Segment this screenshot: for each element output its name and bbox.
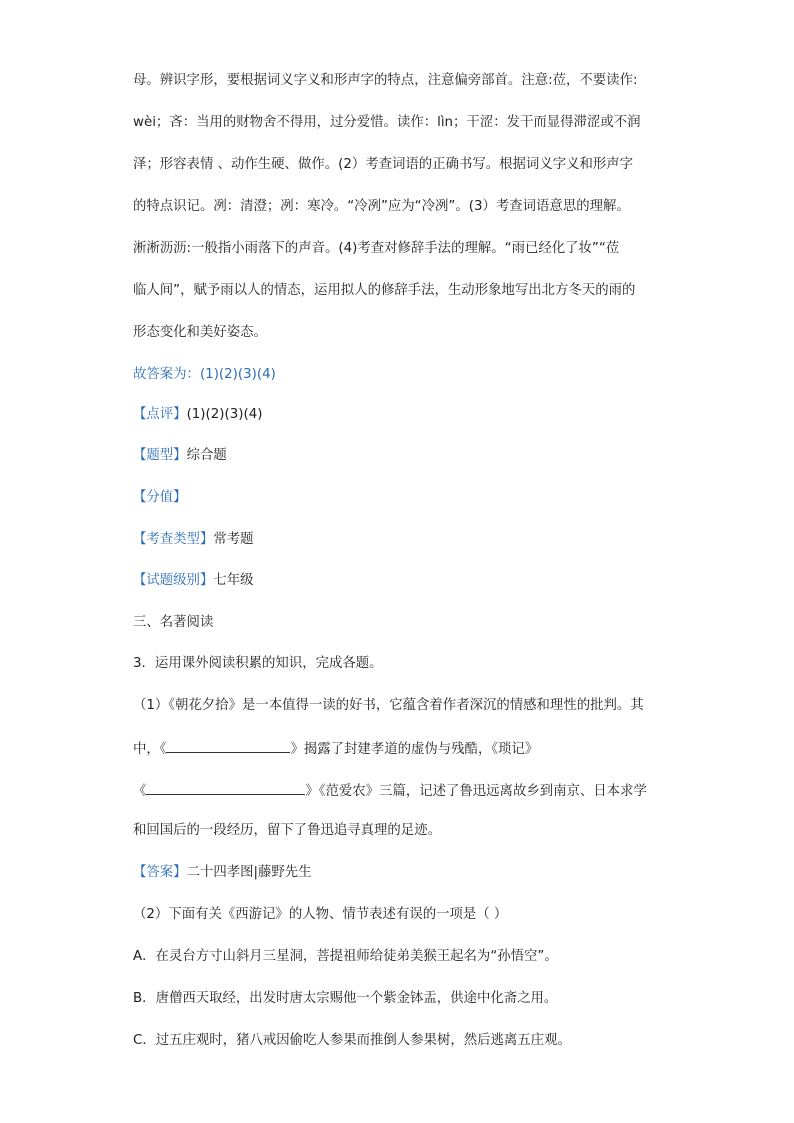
explanation-line-4: 的特点识记。冽：清澄；冽：寒冷。“冷冽”应为“冷冽”。(3）考查词语意思的理解。 (133, 199, 630, 214)
line2-suffix: 》揭露了封建孝道的虚伪与残酷，《琐记》 (290, 742, 539, 757)
explanation-line-5: 淅淅沥沥:一般指小雨落下的声音。(4)考查对修辞手法的理解。“雨已经化了妆”“莅 (133, 241, 620, 256)
explanation-line-2: wèi；吝：当用的财物舍不得用，过分爱惜。读作：lìn；干涩：发干而显得滞涩或不润 (133, 115, 641, 130)
line3-suffix: 》《范爱农》三篇，记述了鲁迅远离故乡到南京、日本求学 (305, 784, 647, 799)
section-title: 三、名著阅读 (133, 615, 214, 630)
meta-exam-type (133, 530, 254, 550)
explanation-line-6: 临人间”，赋予雨以人的情态，运用拟人的修辞手法，生动形象地写出北方冬天的雨的 (133, 283, 636, 298)
question-3-stem: 3．运用课外阅读积累的知识，完成各题。 (133, 656, 383, 671)
meta-score-label: 【分值】 (133, 490, 187, 505)
meta-review (133, 405, 262, 425)
question-3-part1-answer (133, 863, 312, 883)
question-3-part1-line4: 和回国后的一段经历，留下了鲁迅追寻真理的足迹。 (133, 823, 441, 838)
option-c: C．过五庄观时，猪八戒因偷吃人参果而推倒人参果树，然后逃离五庄观。 (133, 1033, 571, 1048)
explanation-line-3: 泽；形容表情 、动作生硬、做作。(2）考查词语的正确书写。根据词义字义和形声字 (133, 157, 634, 172)
option-b: B．唐僧西天取经，出发时唐太宗赐他一个紫金钵盂，供途中化斋之用。 (133, 991, 558, 1006)
question-3-part2-stem: （2）下面有关《西游记》的人物、情节表述有误的一项是（ ） (133, 907, 508, 922)
question-3-part1-line3 (133, 780, 647, 802)
meta-level-label: 【试题级别】 (133, 573, 214, 588)
meta-level-value: 七年级 (213, 573, 254, 588)
meta-type-label: 【题型】 (133, 448, 187, 463)
explanation-line-7: 形态变化和美好姿态。 (133, 325, 267, 340)
meta-level (133, 571, 254, 591)
answer-label: 【答案】 (133, 865, 187, 880)
meta-type (133, 446, 227, 466)
blank-2[interactable] (146, 780, 305, 795)
meta-exam-type-label: 【考查类型】 (133, 532, 214, 547)
answer-value: 二十四孝图|藤野先生 (186, 865, 312, 880)
line3-prefix: 《 (133, 784, 147, 799)
meta-exam-type-value: 常考题 (213, 532, 254, 547)
explanation-line-1: 母。辨识字形，要根据词义字义和形声字的特点，注意偏旁部首。注意:莅，不要读作: (133, 73, 638, 88)
blank-1[interactable] (166, 738, 290, 753)
answer-summary: 故答案为：(1)(2)(3)(4) (133, 367, 276, 382)
question-3-part1-line2 (133, 738, 538, 760)
meta-review-label: 【点评】 (133, 407, 187, 422)
question-3-part1-line1: （1）《朝花夕拾》是一本值得一读的好书，它蕴含着作者深沉的情感和理性的批判。其 (133, 698, 644, 713)
option-a: A．在灵台方寸山斜月三星洞，菩提祖师给徒弟美猴王起名为“孙悟空”。 (133, 949, 558, 964)
line2-prefix: 中，《 (133, 742, 167, 757)
meta-type-value: 综合题 (186, 448, 227, 463)
meta-review-value: (1)(2)(3)(4) (186, 407, 263, 422)
meta-score (133, 488, 187, 508)
